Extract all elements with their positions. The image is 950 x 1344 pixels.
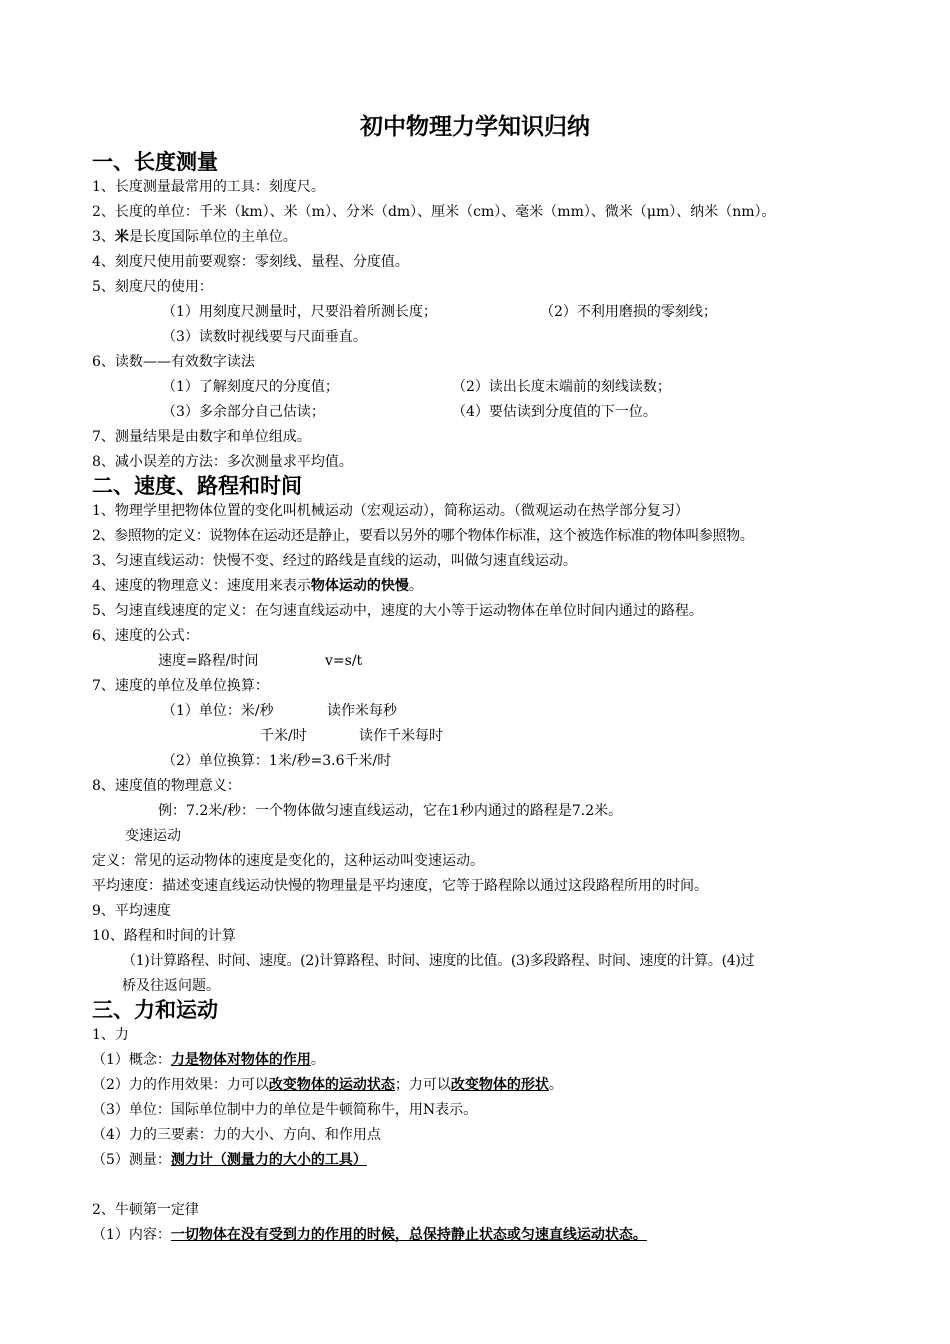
text-line: 1、长度测量最常用的工具：刻度尺。 <box>92 179 325 195</box>
text-line: （1）单位：米/秒 <box>162 703 274 719</box>
text-line: 8、减小误差的方法：多次测量求平均值。 <box>92 454 353 470</box>
text-line: （3）读数时视线要与尺面垂直。 <box>162 329 367 345</box>
text-run: 是长度国际单位的主单位。 <box>128 229 297 245</box>
underlined-text: 一切物体在没有受到力的作用的时候，总保持静止状态或匀速直线运动状态。 <box>170 1227 647 1243</box>
text-line: （4）要估读到分度值的下一位。 <box>452 404 657 420</box>
text-line: 读作千米每时 <box>359 728 443 744</box>
text-line: 8、速度值的物理意义： <box>92 778 241 794</box>
formula-symbol: v=s/t <box>325 653 363 669</box>
underlined-text: 改变物体的形状 <box>450 1077 549 1093</box>
text-line: 5、刻度尺的使用： <box>92 279 213 295</box>
text-line: 5、匀速直线速度的定义：在匀速直线运动中，速度的大小等于运动物体在单位时间内通过的路程。 <box>92 603 703 619</box>
text-line: 1、力 <box>92 1027 129 1043</box>
text-line: 6、读数——有效数字读法 <box>92 354 255 370</box>
text-line: （2）读出长度末端前的刻线读数； <box>452 379 671 395</box>
text-line: 7、速度的单位及单位换算： <box>92 678 269 694</box>
text-line <box>92 1225 647 1245</box>
text-line: （2）单位换算：1米/秒=3.6千米/时 <box>162 753 392 769</box>
text-line: 2、牛顿第一定律 <box>92 1202 199 1218</box>
text-line <box>92 576 423 596</box>
text-line: （4）力的三要素：力的大小、方向、和作用点 <box>92 1127 381 1143</box>
text-line: 9、平均速度 <box>92 903 171 919</box>
text-line: 2、长度的单位：千米（km）、米（m）、分米（dm）、厘米（cm）、毫米（mm）、微米（μm）、纳米（nm）。 <box>92 204 776 220</box>
text-line <box>92 1075 563 1095</box>
formula-text: 速度=路程/时间 <box>158 653 259 669</box>
text-line: （3）单位：国际单位制中力的单位是牛顿简称牛，用N表示。 <box>92 1102 478 1118</box>
text-line: （3）多余部分自己估读； <box>162 404 325 420</box>
text-line: 定义：常见的运动物体的速度是变化的，这种运动叫变速运动。 <box>92 853 484 869</box>
text-line <box>92 1050 325 1070</box>
section-heading-speed: 二、速度、路程和时间 <box>92 474 302 498</box>
bold-text: 物体运动的快慢 <box>310 578 409 594</box>
text-line: （1）了解刻度尺的分度值； <box>162 379 339 395</box>
text-line: 千米/时 <box>260 728 307 744</box>
text-line: 3、匀速直线运动：快慢不变、经过的路线是直线的运动，叫做匀速直线运动。 <box>92 553 577 569</box>
text-line <box>92 1150 367 1170</box>
text-run: 3、 <box>92 229 115 245</box>
text-line: （1）用刻度尺测量时，尺要沿着所测长度； <box>162 304 437 320</box>
text-line: 读作米每秒 <box>327 703 397 719</box>
section-heading-force: 三、力和运动 <box>92 998 218 1022</box>
text-run: （2）力的作用效果：力可以 <box>92 1077 269 1093</box>
text-line: 4、刻度尺使用前要观察：零刻线、量程、分度值。 <box>92 254 409 270</box>
text-line: 1、物理学里把物体位置的变化叫机械运动（宏观运动），简称运动。（微观运动在热学部分复习） <box>92 503 689 519</box>
text-line: （2）不利用磨损的零刻线； <box>540 304 717 320</box>
text-run: 。 <box>408 578 423 594</box>
text-line: 2、参照物的定义：说物体在运动还是静止，要看以另外的哪个物体作标准，这个被选作标准的物体叫参照物。 <box>92 528 754 544</box>
page-title: 初中物理力学知识归纳 <box>360 113 590 140</box>
underlined-text: 力是物体对物体的作用 <box>170 1052 311 1068</box>
text-line: 6、速度的公式： <box>92 628 199 644</box>
text-run: 。 <box>310 1052 325 1068</box>
text-run: （5）测量： <box>92 1152 171 1168</box>
text-line: 桥及往返问题。 <box>122 978 220 994</box>
text-line: 10、路程和时间的计算 <box>92 928 236 944</box>
text-line: 7、测量结果是由数字和单位组成。 <box>92 429 311 445</box>
text-run: （1）概念： <box>92 1052 171 1068</box>
text-run: 。 <box>548 1077 563 1093</box>
text-run: ；力可以 <box>394 1077 451 1093</box>
text-line <box>92 227 297 247</box>
text-line: 平均速度：描述变速直线运动快慢的物理量是平均速度，它等于路程除以通过这段路程所用的时间。 <box>92 878 708 894</box>
text-line: 例：7.2米/秒：一个物体做匀速直线运动，它在1秒内通过的路程是7.2米。 <box>158 803 623 819</box>
text-line: 变速运动 <box>125 828 181 844</box>
text-line: （1)计算路程、时间、速度。(2)计算路程、时间、速度的比值。(3)多段路程、时间、速度的计算。(4)过 <box>122 953 755 969</box>
underlined-text: 改变物体的运动状态 <box>268 1077 395 1093</box>
text-run: （1）内容： <box>92 1227 171 1243</box>
bold-text: 米 <box>114 229 129 245</box>
text-run: 4、速度的物理意义：速度用来表示 <box>92 578 311 594</box>
section-heading-length: 一、长度测量 <box>92 150 218 174</box>
underlined-text: 测力计（测量力的大小的工具） <box>170 1152 367 1168</box>
